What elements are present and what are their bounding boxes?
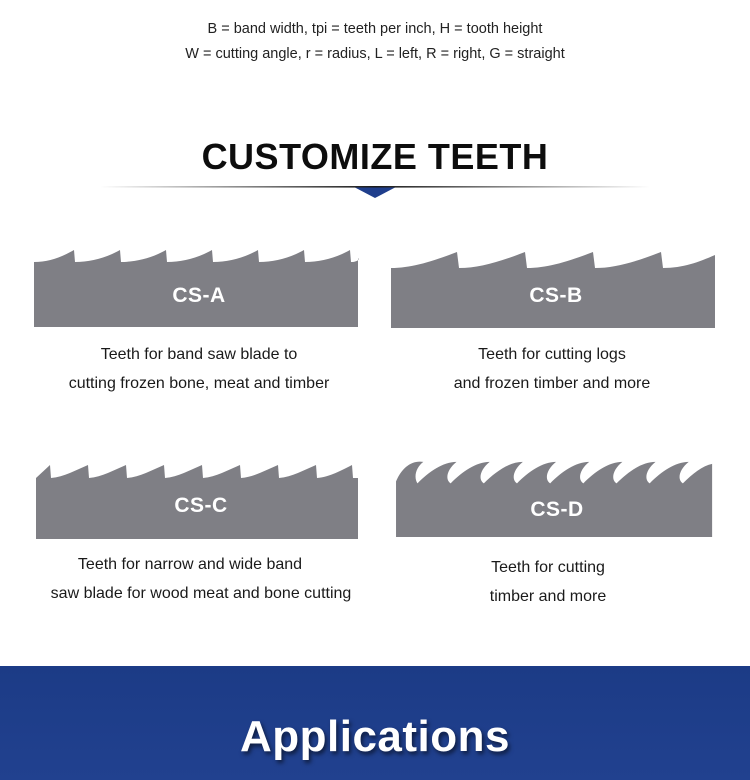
divider-triangle-icon: [355, 188, 395, 199]
blade-description-cs-a: [19, 340, 379, 398]
blade-cs-a: [34, 248, 364, 328]
blade-label-cs-b: CS-B: [529, 284, 583, 307]
section-title: CUSTOMIZE TEETH: [201, 136, 549, 177]
description-line: timber and more: [489, 588, 607, 605]
blade-cs-c: [36, 460, 366, 540]
blade-description-cs-b: [372, 340, 732, 398]
description-line: cutting frozen bone, meat and timber: [68, 375, 330, 392]
blade-description-cs-c: [21, 550, 381, 608]
description-line: saw blade for wood meat and bone cutting: [50, 585, 352, 602]
blade-description-cs-d: [368, 553, 728, 611]
description-line: Teeth for band saw blade to: [100, 346, 298, 363]
legend-line-2: W = cutting angle, r = radius, L = left, R = right, G = straight: [185, 46, 565, 62]
description-line: and frozen timber and more: [453, 375, 651, 392]
applications-title: Applications: [239, 712, 511, 761]
description-line: Teeth for narrow and wide band: [77, 556, 303, 573]
blade-label-cs-a: CS-A: [172, 284, 226, 307]
blade-cs-d: [392, 458, 722, 538]
legend-line-1: B = band width, tpi = teeth per inch, H = tooth height: [207, 21, 543, 37]
blade-label-cs-d: CS-D: [530, 498, 584, 521]
description-line: Teeth for cutting: [491, 559, 605, 576]
title-divider: [100, 180, 650, 204]
description-line: Teeth for cutting logs: [478, 346, 626, 363]
blade-label-cs-c: CS-C: [174, 494, 228, 517]
blade-cs-b: [391, 248, 721, 328]
